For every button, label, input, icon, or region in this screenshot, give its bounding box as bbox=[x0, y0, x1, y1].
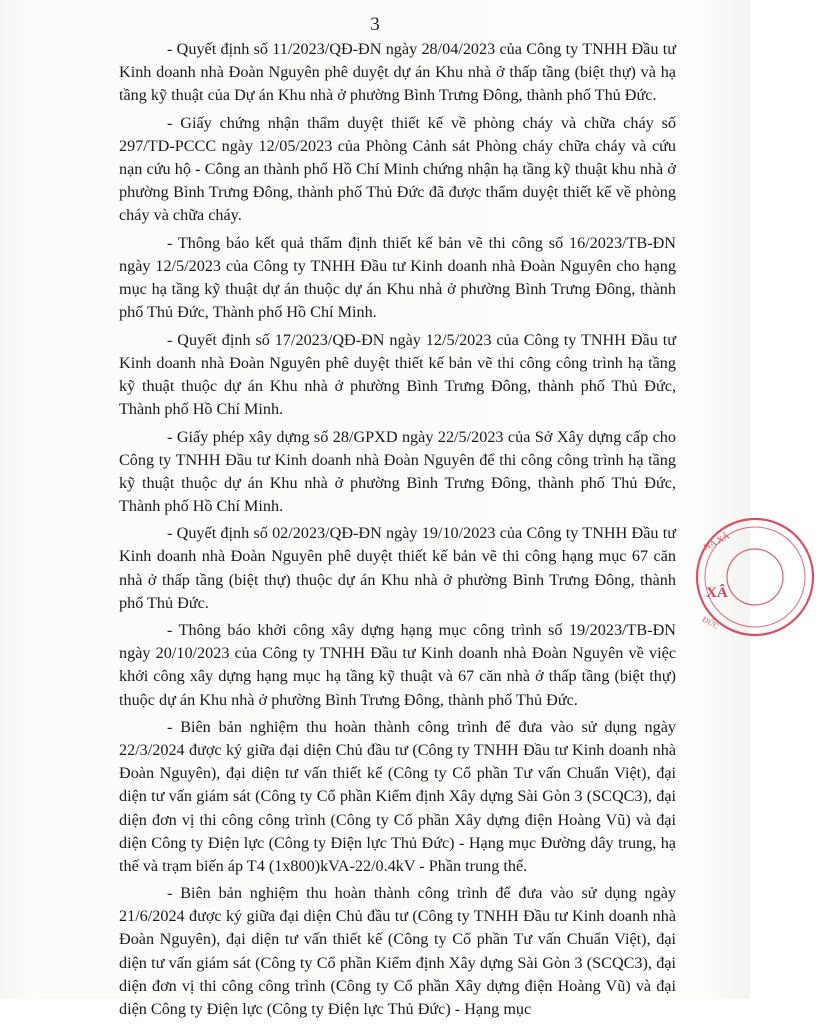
paragraph-decision-02: - Quyết định số 02/2023/QĐ-ĐN ngày 19/10/2023 của Công ty TNHH Đầu tư Kinh doanh nhà Đoàn Nguyên phê duyệt thiết kế bản vẽ thi công hạng mục 67 căn nhà ở thấp tầng (biệt thự) thuộc dự án Khu nhà ở phường Bình Trưng Đông, thành phố Thủ Đức. bbox=[119, 524, 676, 612]
paragraph-acceptance-record-1: - Biên bản nghiệm thu hoàn thành công trình để đưa vào sử dụng ngày 22/3/2024 được ký giữa đại diện Chủ đầu tư (Công ty TNHH Đầu tư Kinh doanh nhà Đoàn Nguyên), đại diện tư vấn thiết kế (Công ty Cổ phần Tư vấn Chuẩn Việt), đại diện tư vấn giám sát (Công ty Cổ phần Kiểm định Xây dựng Sài Gòn 3 (SCQC3), đại diện đơn vị thi công công trình (Công ty Cổ phần Xây dựng điện Hoàng Vũ) và đại diện Công ty Điện lực (Công ty Điện lực Thủ Đức) - Hạng mục Đường dây trung, hạ thế và trạm biến áp T4 (1x800)kVA-22/0.4kV - Phần trung thế. bbox=[119, 718, 676, 875]
stamp-text-bottom: ĐỨC bbox=[700, 614, 721, 632]
stamp-text-top: NA XÂ bbox=[701, 530, 732, 553]
paragraph-decision-11: - Quyết định số 11/2023/QĐ-ĐN ngày 28/04/2023 của Công ty TNHH Đầu tư Kinh doanh nhà Đoàn Nguyên phê duyệt dự án Khu nhà ở thấp tầng (biệt thự) và hạ tầng kỹ thuật của Dự án Khu nhà ở phường Bình Trưng Đông, thành phố Thủ Đức. bbox=[119, 40, 676, 105]
paragraph-decision-17: - Quyết định số 17/2023/QĐ-ĐN ngày 12/5/2023 của Công ty TNHH Đầu tư Kinh doanh nhà Đoàn Nguyên phê duyệt thiết kế bản vẽ thi công công trình hạ tầng kỹ thuật thuộc dự án Khu nhà ở phường Bình Trưng Đông, thành phố Thủ Đức, Thành phố Hồ Chí Minh. bbox=[119, 330, 676, 418]
document-body bbox=[119, 38, 676, 1025]
stamp-text-mid: XÂ bbox=[706, 585, 728, 601]
red-seal-stamp bbox=[690, 512, 820, 642]
paragraph-design-appraisal-notice: - Thông báo kết quả thẩm định thiết kế bản vẽ thi công số 16/2023/TB-ĐN ngày 12/5/2023 của Công ty TNHH Đầu tư Kinh doanh nhà Đoàn Nguyên cho hạng mục hạ tầng kỹ thuật dự án thuộc dự án Khu nhà ở phường Bình Trưng Đông, thành phố Thủ Đức, Thành phố Hồ Chí Minh. bbox=[119, 233, 676, 322]
paragraph-construction-permit: - Giấy phép xây dựng số 28/GPXD ngày 22/5/2023 của Sở Xây dựng cấp cho Công ty TNHH Đầu tư Kinh doanh nhà Đoàn Nguyên để thi công công trình hạ tầng kỹ thuật thuộc dự án Khu nhà ở phường Bình Trưng Đông, thành phố Thủ Đức, Thành phố Hồ Chí Minh. bbox=[119, 427, 676, 515]
paragraph-acceptance-record-2: - Biên bản nghiệm thu hoàn thành công trình để đưa vào sử dụng ngày 21/6/2024 được ký giữa đại diện Chủ đầu tư (Công ty TNHH Đầu tư Kinh doanh nhà Đoàn Nguyên), đại diện tư vấn thiết kế (Công ty Cổ phần Tư vấn Chuẩn Việt), đại diện tư vấn giám sát (Công ty Cổ phần Kiểm định Xây dựng Sài Gòn 3 (SCQC3), đại diện đơn vị thi công công trình (Công ty Cổ phần Xây dựng điện Hoàng Vũ) và đại diện Công ty Điện lực (Công ty Điện lực Thủ Đức) - Hạng mục bbox=[119, 884, 676, 1018]
page-number: 3 bbox=[370, 14, 380, 35]
paragraph-fire-safety-certificate: - Giấy chứng nhận thẩm duyệt thiết kế về phòng cháy và chữa cháy số 297/TD-PCCC ngày 12/05/2023 của Phòng Cảnh sát Phòng cháy chữa cháy và cứu nạn cứu hộ - Công an thành phố Hồ Chí Minh chứng nhận hạ tầng kỹ thuật khu nhà ở phường Bình Trưng Đông, thành phố Thủ Đức đã được thẩm duyệt thiết kế về phòng cháy và chữa cháy. bbox=[119, 113, 676, 225]
paragraph-commencement-notice: - Thông báo khởi công xây dựng hạng mục công trình số 19/2023/TB-ĐN ngày 20/10/2023 của Công ty TNHH Đầu tư Kinh doanh nhà Đoàn Nguyên về việc khởi công xây dựng hạng mục hạ tầng kỹ thuật và 67 căn nhà ở thấp tầng (biệt thự) thuộc dự án Khu nhà ở phường Bình Trưng Đông, thành phố Thủ Đức. bbox=[119, 621, 676, 709]
